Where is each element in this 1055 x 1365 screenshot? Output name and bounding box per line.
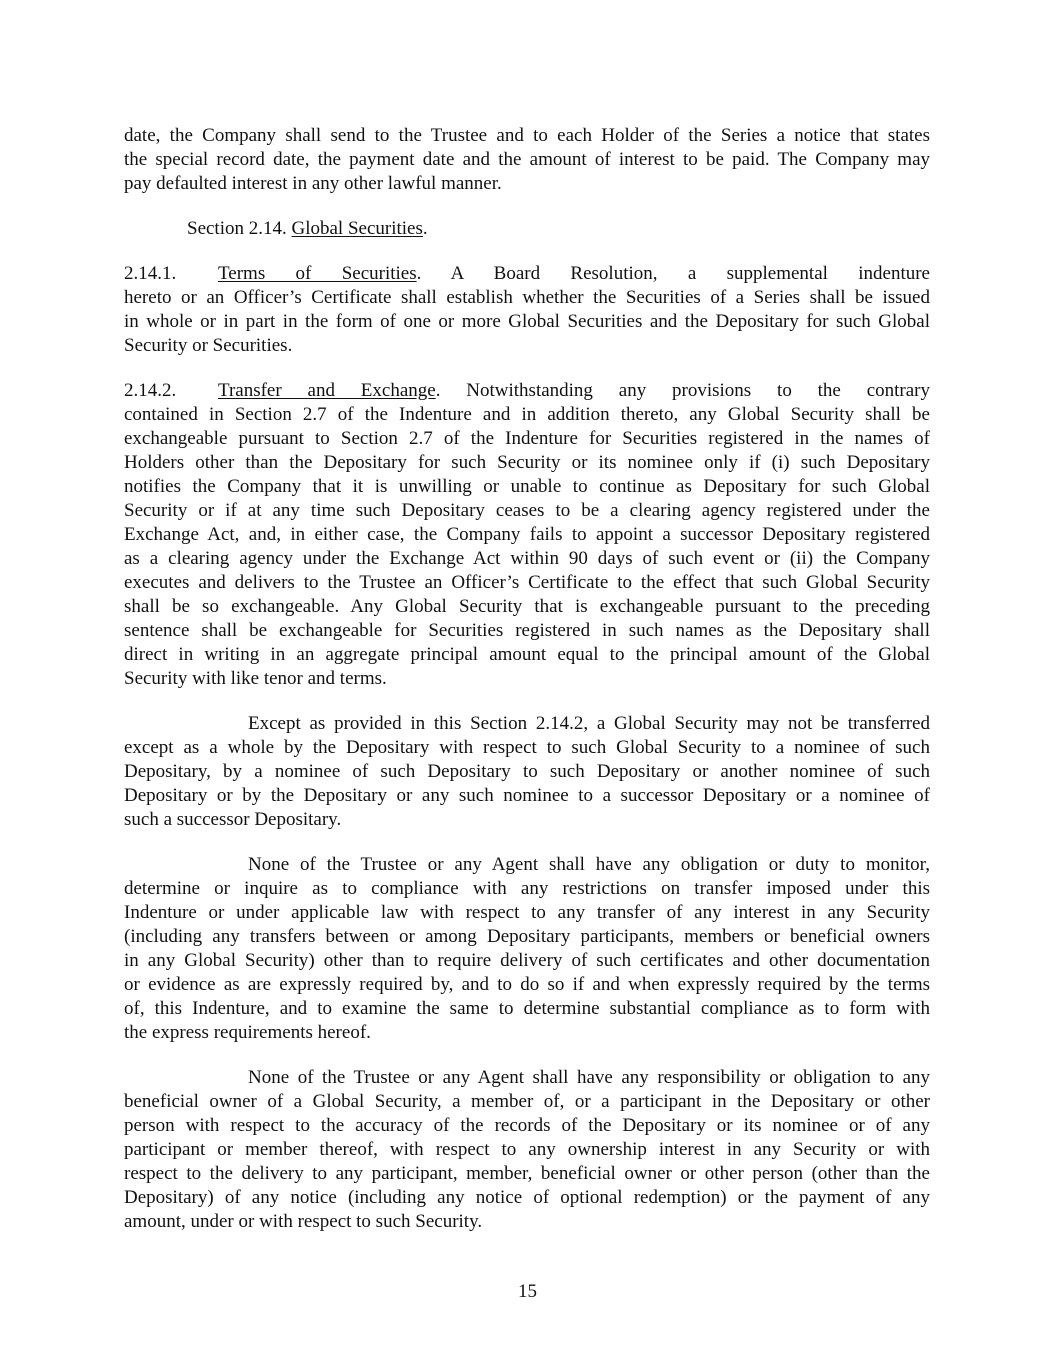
text-line: in whole or in part in the form of one or more Global Securities and the Depositary for such Global xyxy=(124,311,930,332)
paragraph xyxy=(124,124,930,196)
text-line: Depositary or by the Depositary or any such nominee to a successor Depositary or a nominee of xyxy=(124,785,930,806)
text-line: None of the Trustee or any Agent shall have any responsibility or obligation to any xyxy=(248,1067,930,1088)
paragraph xyxy=(124,1066,930,1234)
text-line: or evidence as are expressly required by, and to do so if and when expressly required by the terms xyxy=(124,974,930,995)
subsection-number: 2.14.1. xyxy=(124,263,177,284)
text-line: Indenture or under applicable law with respect to any transfer of any interest in any Security xyxy=(124,902,930,923)
text-line: respect to the delivery to any participant, member, beneficial owner or other person (other than the xyxy=(124,1163,930,1184)
text-line: pay defaulted interest in any other lawful manner. xyxy=(124,173,502,194)
text-line: hereto or an Officer’s Certificate shall establish whether the Securities of a Series shall be issued xyxy=(124,287,930,308)
text-line: beneficial owner of a Global Security, a member of, or a participant in the Depositary or other xyxy=(124,1091,930,1112)
text-line: Security with like tenor and terms. xyxy=(124,668,387,689)
text-line: of, this Indenture, and to examine the same to determine substantial compliance as to form with xyxy=(124,998,930,1019)
text-line: determine or inquire as to compliance with any restrictions on transfer imposed under this xyxy=(124,878,930,899)
paragraph xyxy=(124,379,930,691)
text-line: exchangeable pursuant to Section 2.7 of the Indenture for Securities registered in the names of xyxy=(124,428,930,449)
paragraph xyxy=(124,712,930,832)
subsection-number: 2.14.2. xyxy=(124,380,177,401)
text-line: Holders other than the Depositary for such Security or its nominee only if (i) such Depositary xyxy=(124,452,930,473)
text-line: the special record date, the payment date and the amount of interest to be paid. The Company may xyxy=(124,149,930,170)
text-line: Depositary, by a nominee of such Depositary to such Depositary or another nominee of such xyxy=(124,761,930,782)
text-line: Security or if at any time such Depositary ceases to be a clearing agency registered under the xyxy=(124,500,930,521)
text-line: as a clearing agency under the Exchange Act within 90 days of such event or (ii) the Company xyxy=(124,548,930,569)
text-line: amount, under or with respect to such Security. xyxy=(124,1211,483,1232)
text-line: person with respect to the accuracy of the records of the Depositary or its nominee or of any xyxy=(124,1115,930,1136)
text-line: Exchange Act, and, in either case, the Company fails to appoint a successor Depositary registered xyxy=(124,524,930,545)
line-text: Terms of Securities. A Board Resolution, a supplemental indenture xyxy=(218,263,930,284)
section-heading xyxy=(124,217,930,241)
text-line: in any Global Security) other than to require delivery of such certificates and other documentation xyxy=(124,950,930,971)
text-line: Security or Securities. xyxy=(124,335,293,356)
heading-line xyxy=(124,217,930,241)
subsection-title: Transfer and Exchange xyxy=(218,380,436,401)
subsection-title: Terms of Securities xyxy=(218,263,417,284)
text-line: Depositary) of any notice (including any notice of optional redemption) or the payment of any xyxy=(124,1187,930,1208)
paragraph-first-line xyxy=(124,262,930,286)
text-line: sentence shall be exchangeable for Securities registered in such names as the Depositary shall xyxy=(124,620,930,641)
text-line: except as a whole by the Depositary with respect to such Global Security to a nominee of such xyxy=(124,737,930,758)
text-line: direct in writing in an aggregate principal amount equal to the principal amount of the Global xyxy=(124,644,930,665)
heading-suffix: . xyxy=(422,218,428,239)
paragraph-first-line xyxy=(124,379,930,403)
text-line: None of the Trustee or any Agent shall have any obligation or duty to monitor, xyxy=(248,854,930,875)
paragraph xyxy=(124,262,930,358)
paragraph xyxy=(124,853,930,1045)
text-line: shall be so exchangeable. Any Global Security that is exchangeable pursuant to the preceding xyxy=(124,596,930,617)
text-line: date, the Company shall send to the Trustee and to each Holder of the Series a notice that states xyxy=(124,125,930,146)
text-line: Except as provided in this Section 2.14.2, a Global Security may not be transferred xyxy=(248,713,930,734)
document-body xyxy=(124,124,930,1255)
page-number: 15 xyxy=(518,1281,537,1302)
text-line: notifies the Company that it is unwilling or unable to continue as Depositary for such Global xyxy=(124,476,930,497)
section-number: Section 2.14. xyxy=(187,218,292,239)
line-text: Transfer and Exchange. Notwithstanding any provisions to the contrary xyxy=(218,380,930,401)
text-line: the express requirements hereof. xyxy=(124,1022,371,1043)
section-title: Global Securities xyxy=(291,218,423,239)
text-line: participant or member thereof, with respect to any ownership interest in any Security or with xyxy=(124,1139,930,1160)
text-line: executes and delivers to the Trustee an Officer’s Certificate to the effect that such Global Security xyxy=(124,572,930,593)
text-line: contained in Section 2.7 of the Indenture and in addition thereto, any Global Security shall be xyxy=(124,404,930,425)
text-line: (including any transfers between or among Depositary participants, members or beneficial owners xyxy=(124,926,930,947)
text-line: such a successor Depositary. xyxy=(124,809,342,830)
